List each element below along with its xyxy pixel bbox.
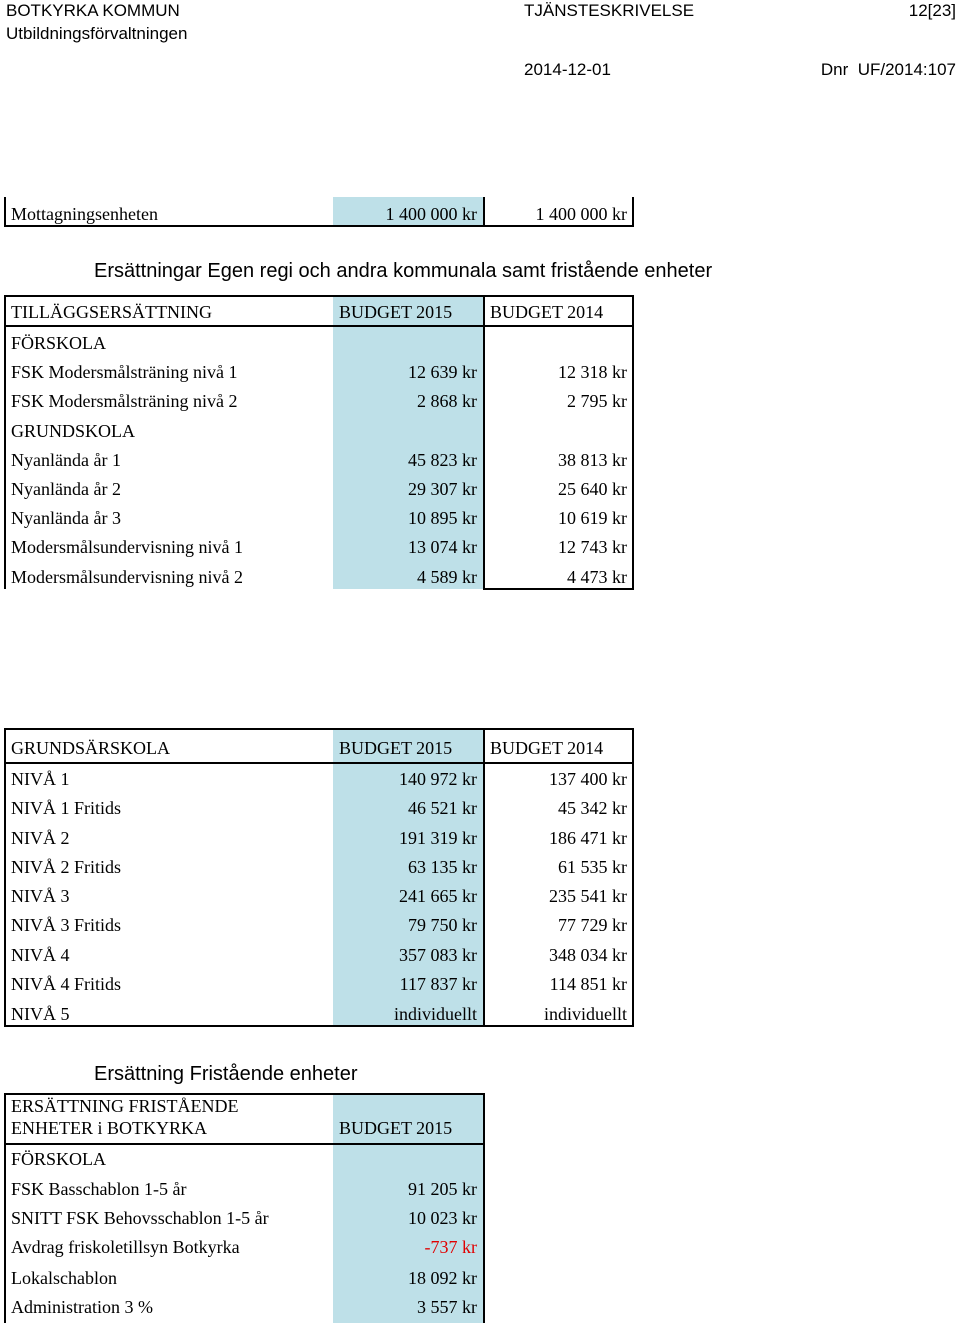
table-cell-budget-2015: 10 023 kr (408, 1208, 477, 1228)
table-row-label: NIVÅ 3 Fritids (11, 915, 122, 935)
border (483, 1094, 485, 1323)
table-row-label: NIVÅ 2 Fritids (11, 857, 122, 877)
table-cell-budget-2014: 186 471 kr (549, 828, 627, 848)
table-cell-budget-2014: 77 729 kr (558, 915, 627, 935)
border (632, 197, 634, 227)
table-cell-budget-2015: 13 074 kr (408, 537, 477, 557)
table-header-label: TILLÄGGSERSÄTTNING (11, 302, 212, 322)
table-cell-budget-2014: 10 619 kr (558, 508, 627, 528)
border (4, 1143, 485, 1145)
table-cell-budget-2015: 45 823 kr (408, 450, 477, 470)
table-header-budget-2015: BUDGET 2015 (339, 302, 453, 322)
table-row-label: Lokalschablon (11, 1268, 117, 1288)
document-type: TJÄNSTESKRIVELSE (524, 1, 695, 20)
border (4, 197, 6, 227)
table-cell-budget-2015: 117 837 kr (399, 974, 477, 994)
table-row-label: FSK Modersmålsträning nivå 2 (11, 391, 238, 411)
border (4, 325, 634, 327)
border (632, 295, 634, 589)
border (4, 1025, 634, 1027)
table-cell-budget-2015: 46 521 kr (408, 798, 477, 818)
table-row-label: GRUNDSKOLA (11, 421, 136, 441)
table-row-label: NIVÅ 5 (11, 1004, 70, 1024)
table-row-label: NIVÅ 2 (11, 828, 70, 848)
table-cell-budget-2014: 235 541 kr (549, 886, 627, 906)
table-cell-budget-2015: 191 319 kr (399, 828, 477, 848)
mottagning-budget-2015: 1 400 000 kr (385, 204, 477, 224)
table-cell-budget-2014: 45 342 kr (558, 798, 627, 818)
table-header-budget-2014: BUDGET 2014 (490, 738, 604, 758)
table-cell-budget-2015: 91 205 kr (408, 1179, 477, 1199)
table-cell-budget-2014: 137 400 kr (549, 769, 627, 789)
table-row-label: NIVÅ 4 Fritids (11, 974, 122, 994)
table-cell-budget-2014: 38 813 kr (558, 450, 627, 470)
table-row-label: Modersmålsundervisning nivå 2 (11, 567, 243, 587)
table-row-label: NIVÅ 4 (11, 945, 70, 965)
document-date: 2014-12-01 (524, 60, 611, 79)
table-cell-budget-2015: 12 639 kr (408, 362, 477, 382)
table-header-budget-2015: BUDGET 2015 (339, 1118, 453, 1138)
table-row-label: Modersmålsundervisning nivå 1 (11, 537, 243, 557)
mottagning-label: Mottagningsenheten (11, 204, 158, 224)
table-cell-budget-2015: 79 750 kr (408, 915, 477, 935)
table-cell-budget-2014: individuellt (544, 1004, 627, 1024)
table-cell-budget-2014: 2 795 kr (567, 391, 627, 411)
table-row-label: FÖRSKOLA (11, 1149, 107, 1169)
border (483, 588, 634, 590)
table-row-label: NIVÅ 1 (11, 769, 70, 789)
table-cell-budget-2015: 10 895 kr (408, 508, 477, 528)
table-row-label: NIVÅ 3 (11, 886, 70, 906)
border (4, 295, 6, 589)
table-cell-budget-2015: 18 092 kr (408, 1268, 477, 1288)
page-number: 12[23] (908, 1, 956, 20)
table-cell-budget-2015: 140 972 kr (399, 769, 477, 789)
table-cell-budget-2015: 63 135 kr (408, 857, 477, 877)
table-header-budget-2014: BUDGET 2014 (490, 302, 604, 322)
border (4, 1094, 6, 1323)
table-cell-budget-2015: 29 307 kr (408, 479, 477, 499)
table-header-label: GRUNDSÄRSKOLA (11, 738, 171, 758)
table-cell-budget-2014: 348 034 kr (549, 945, 627, 965)
border (4, 728, 634, 730)
border (4, 729, 6, 1027)
table-cell-budget-2014: 12 743 kr (558, 537, 627, 557)
document-dnr: Dnr UF/2014:107 (820, 60, 956, 79)
table-cell-budget-2014: 61 535 kr (558, 857, 627, 877)
table-row-label: Administration 3 % (11, 1297, 153, 1317)
table-row-label: Nyanlända år 1 (11, 450, 121, 470)
table-cell-budget-2015: individuellt (394, 1004, 477, 1024)
table-cell-budget-2014: 114 851 kr (549, 974, 627, 994)
section-title-egen-regi: Ersättningar Egen regi och andra kommunala samt fristående enheter (94, 260, 713, 282)
table-cell-budget-2014: 12 318 kr (558, 362, 627, 382)
table-row-label: Nyanlända år 3 (11, 508, 121, 528)
border (4, 1093, 485, 1095)
table-cell-budget-2015-negative: -737 kr (424, 1237, 477, 1257)
table-row-label: Avdrag friskoletillsyn Botkyrka (11, 1237, 240, 1257)
border (4, 762, 634, 764)
table-header-label: ERSÄTTNING FRISTÅENDE (11, 1096, 239, 1116)
border (4, 225, 634, 227)
table-header-budget-2015: BUDGET 2015 (339, 738, 453, 758)
table-row-label: NIVÅ 1 Fritids (11, 798, 122, 818)
table-cell-budget-2014: 25 640 kr (558, 479, 627, 499)
department-name: Utbildningsförvaltningen (6, 24, 188, 43)
table-cell-budget-2015: 241 665 kr (399, 886, 477, 906)
table-row-label: FSK Basschablon 1-5 år (11, 1179, 187, 1199)
table-cell-budget-2015: 357 083 kr (399, 945, 477, 965)
mottagning-budget-2014: 1 400 000 kr (535, 204, 627, 224)
table-header-label: ENHETER i BOTKYRKA (11, 1118, 207, 1138)
border (4, 295, 634, 297)
table-cell-budget-2014: 4 473 kr (567, 567, 627, 587)
table-cell-budget-2015: 3 557 kr (417, 1297, 477, 1317)
table-row-label: SNITT FSK Behovsschablon 1-5 år (11, 1208, 269, 1228)
table-cell-budget-2015: 2 868 kr (417, 391, 477, 411)
section-title-fristaende: Ersättning Fristående enheter (94, 1063, 358, 1085)
table-row-label: Nyanlända år 2 (11, 479, 121, 499)
org-name: BOTKYRKA KOMMUN (6, 1, 180, 20)
table-row-label: FSK Modersmålsträning nivå 1 (11, 362, 238, 382)
table-cell-budget-2015: 4 589 kr (417, 567, 477, 587)
table-row-label: FÖRSKOLA (11, 333, 107, 353)
border (632, 729, 634, 1027)
